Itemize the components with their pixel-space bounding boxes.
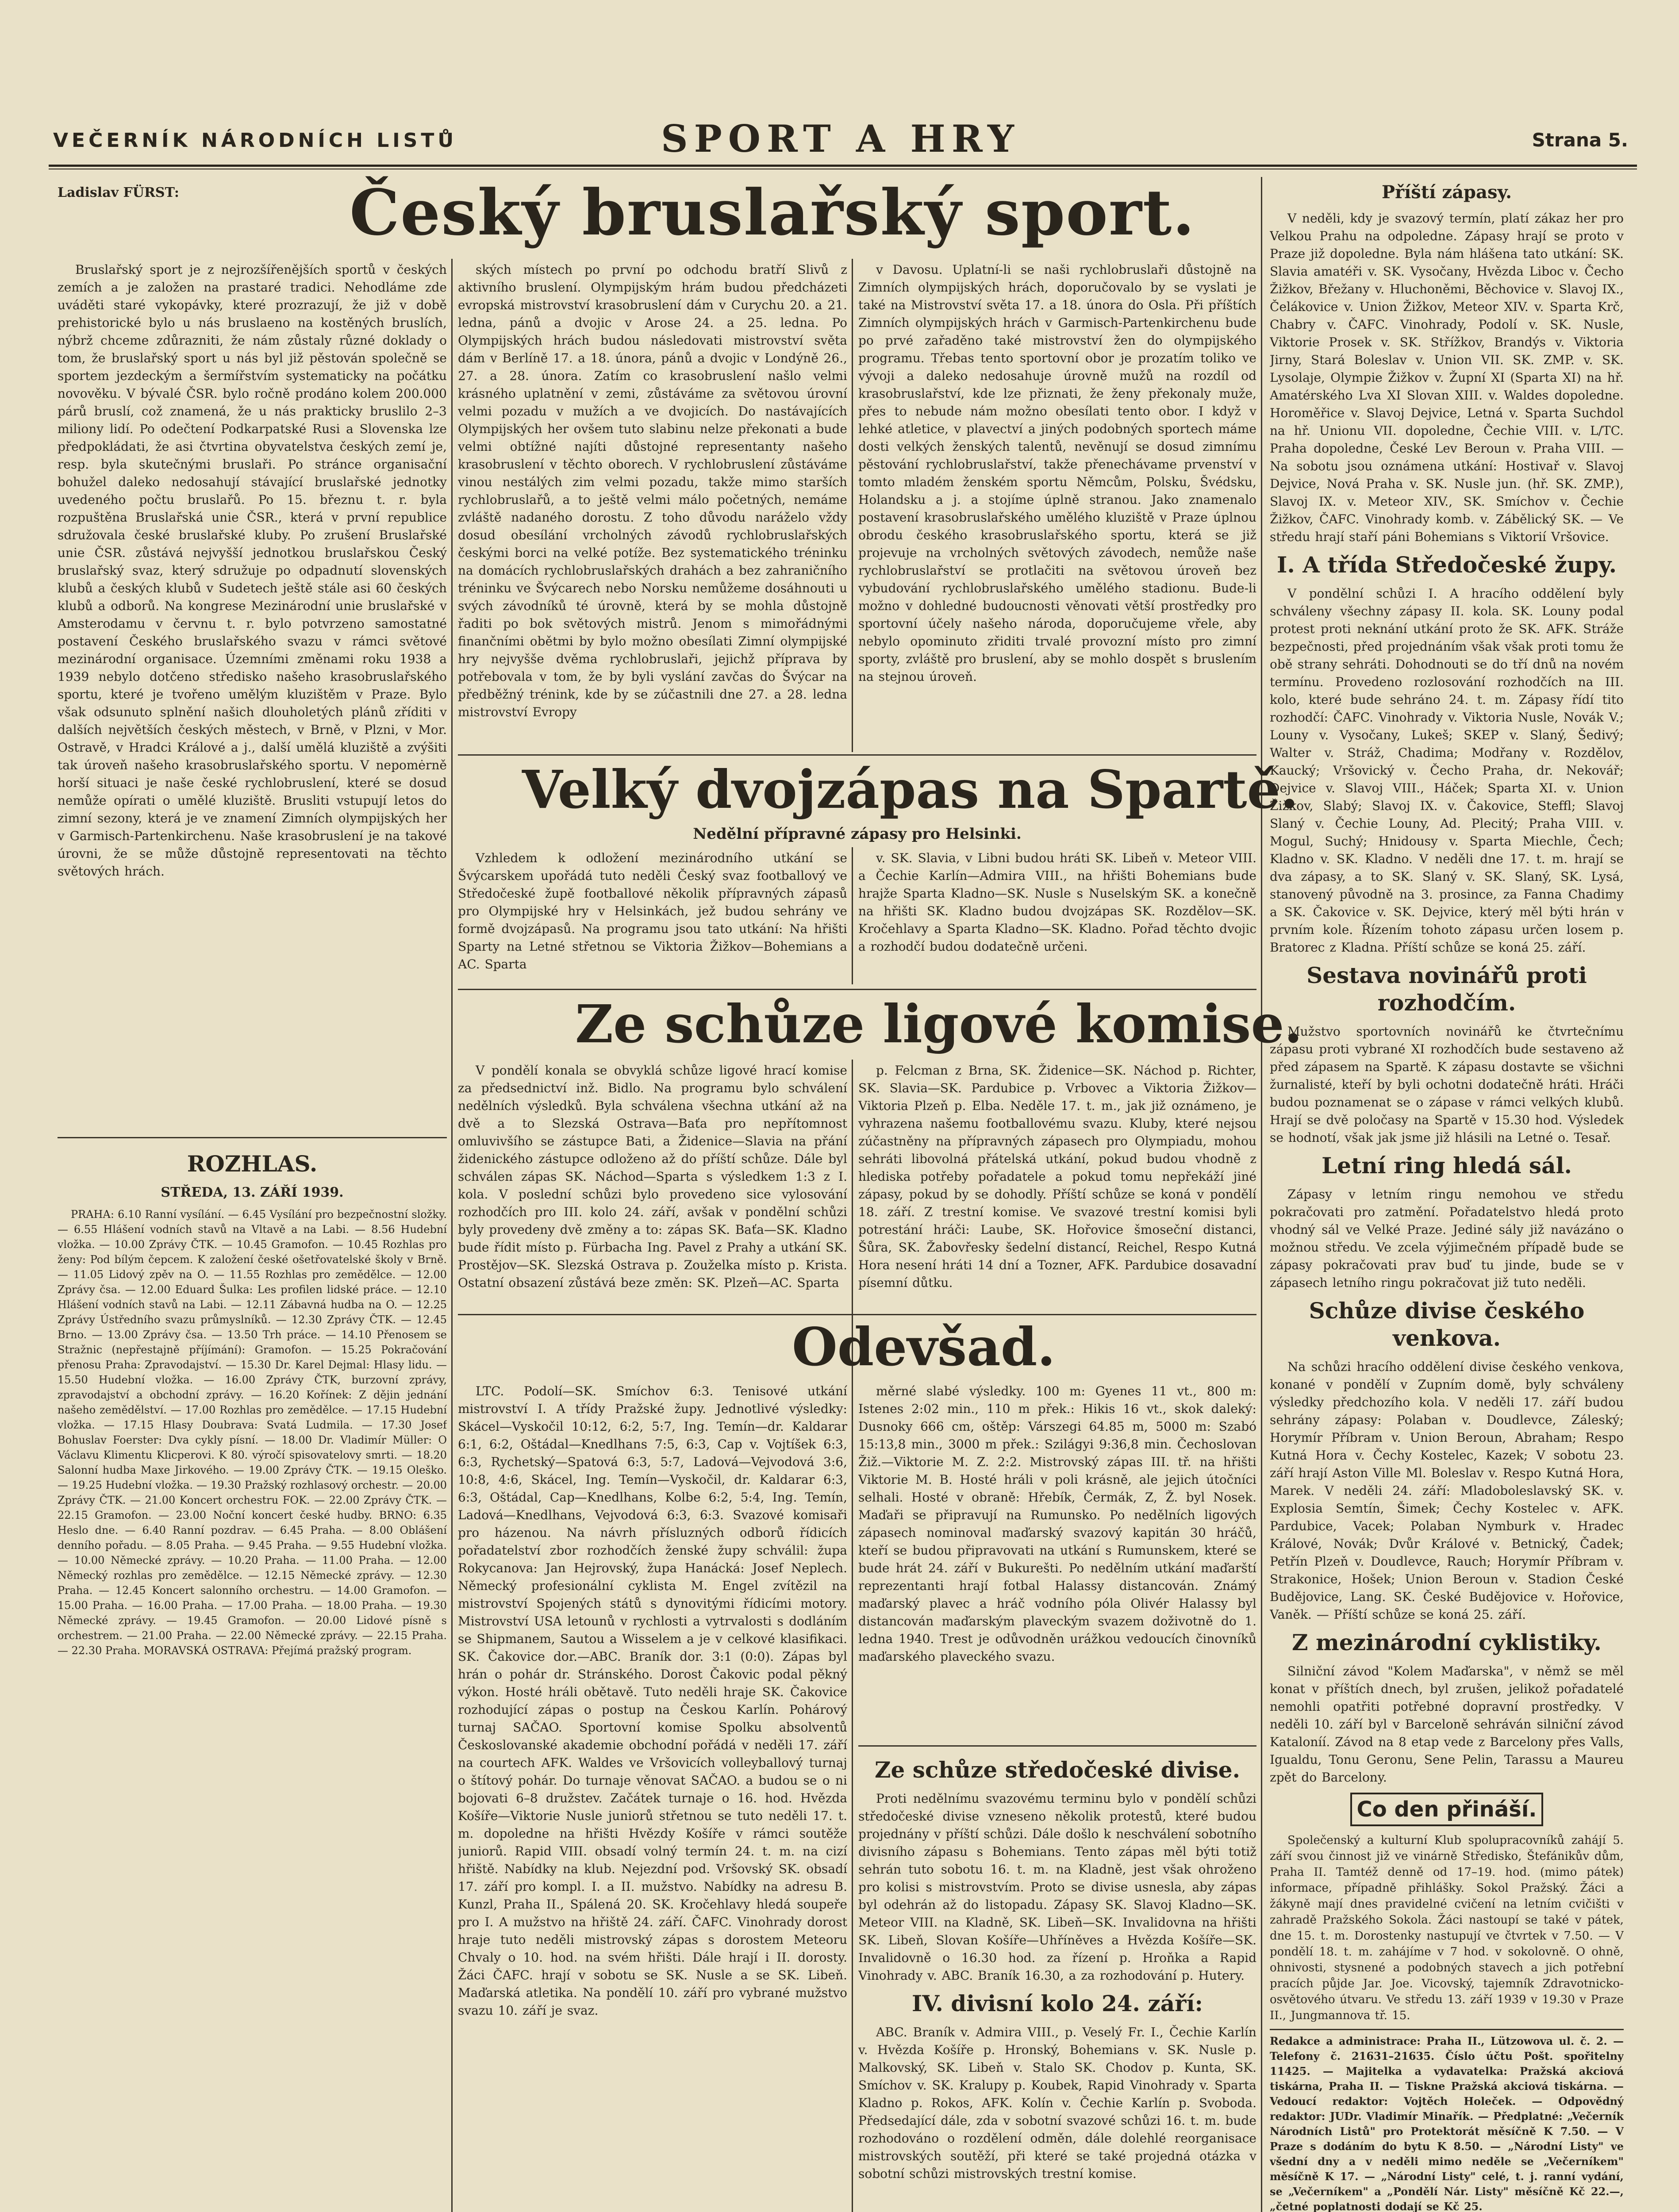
section-rule (458, 1314, 1256, 1315)
article-text: ABC. Braník v. Admira VIII., p. Veselý Fr. I., Čechie Karlín v. Hvězda Košíře p. Hronský, Bohemians v. SK. Nusle p. Malkovský, SK. Libeň v. Stalo SK. Chodov p. Kunta, SK. Smíchov v. SK. Kralupy p. Koubek, Rapid Vinohrady v. Sparta Kladno p. Rokos, AFK. Kolín v. Čechie Karlín p. Svoboda. Předsedající dále, zda v sobotní svazové schůzi 16. t. m. bude rozhodováno o rozdělení odměn, dále dolehlé reorganisace mistrovských soutěží, při které se také projedná otázka v sobotní schůzi mistrovských trestní komise. (858, 2025, 1256, 2181)
right-column (1270, 177, 1624, 2212)
article-text: p. Felcman z Brna, SK. Židenice—SK. Náchod p. Richter, SK. Slavia—SK. Pardubice p. Vrbovec a Viktoria Žižkov—Viktoria Plzeň p. Elba. Neděle 17. t. m., jak již oznámeno, je vyhrazena našemu footballovému svazu. Kluby, které nejsou zúčastněny na přípravných zápasech pro Olympiadu, mohou sehráti libovolná přátelská utkání, pokud budou vhodně z hlediska potřeby pořadatele a pokud tomu nepřekáží jiné zápasy, pokud by se dohodly. Příští schůze se koná v pondělí 18. září. Z trestní komise. Ve svazové trestní komisi byli potrestání hráči: Laube, SK. Hořovice šmoseční distanci, Šůra, SK. Žabovřesky šedelní distancí, Reichel, Respo Kutná Hora nesení hráti 14 dní a Tozner, AFK. Pardubice dosavadní písemní důtku. (858, 1063, 1256, 1290)
cyklistika-body (1270, 1663, 1624, 1786)
rozhlas-title: ROZHLAS. (187, 1151, 318, 1177)
headline-i-a-trida: I. A třída Středočeské župy. (1277, 552, 1617, 578)
article-text: v Davosu. Uplatní-li se naši rychlobruslaři důstojně na Zimních olympijských hrách, doporučovalo by se vyslati je také na Mistrovství světa 17. a 18. února do Osla. Při příštích Zimních olympijských hrách v Garmisch-Partenkirchenu bude po prvé zařaděno také mistrovství žen do olympijského programu. Třebas tento sportovní obor je prozatím toliko ve vývoji a daleko nedosahuje úrovně mužů na rozdíl od krasobruslařství, kde lze přiznati, že ženy překonaly muže, přes to nebude nám možno obesílati tento obor. I když v lehké atletice, v plavectví a jiných podobných sportech máme dosti velkých ženských talentů, nevěnují se dosud zimnímu pěstování rychlobruslařství, takže přenechávame prvenství v tomto mladém ženském sportu Němcům, Polsku, Švédsku, Holandsku a j. a stojíme úplně stranou. Jako znamenalo postavení krasobruslařského umělého kluziště v Praze úplnou obrodu českého krasobruslařského sportu, která se již projevuje na vrcholných světových závodech, nemůže naše rychlobruslařství se protlačiti na světovou úroveň bez vybudování rychlobruslařského umělého stadionu. Bude-li možno v dohledné budoucnosti věnovati větší prostředky pro sportovní účely našeho národa, doporučujeme vřele, aby nebylo opominuto zřiditi trvalé provozní místo pro zimní sporty, zvláště pro bruslení, aby se mohlo dospět s bruslením na stejnou úroveň. (858, 262, 1256, 684)
i-a-trida-body (1270, 585, 1624, 956)
headline-sparta: Velký dvojzápas na Spartě. (522, 759, 1299, 820)
headline-letni: Letní ring hledá sál. (1322, 1152, 1572, 1179)
odevsad-column-1 (458, 1382, 847, 2212)
co-den-body (1270, 1832, 1624, 2024)
column-divider (1261, 177, 1262, 2212)
section-rule (858, 1745, 1256, 1747)
article-text: Bruslařský sport je z nejrozšířenějších sportů v českých zemích a je založen na prastaré tradici. Nehodláme zde uváděti staré vykopávky, které prozrazují, že již v době prehistorické bylo u nás bruslaeno na kostěných bruslích, nýbrž chceme zdůrazniti, že nám zůstaly různé doklady o tom, že bruslařský sport u nás byl již pěstován společně se sportem jezdeckým a šermířstvím systematicky na počátku novověku. V bývalé ČSR. bylo ročně prodáno kolem 200.000 párů bruslí, což znamená, že u nás prakticky bruslilo 2–3 miliony lidí. Po odečtení Podkarpatské Rusi a Slovenska lze předpokládati, že asi čtvrtina obyvatelstva českých zemí je, resp. byla skutečnými bruslaři. Po stránce organisační bohužel daleko nedosahují stávající bruslařské jednotky uvedeného počtu bruslařů. Po 15. březnu t. r. byla rozpuštěna Bruslařská unie ČSR., která v první republice sdružovala české bruslařské kluby. Po zrušení Bruslařské unie ČSR. zůstává nejvyšší jednotkou bruslařskou Český bruslařský svaz, který sdružuje po odpadnutí slovenských klubů a českých klubů v Sudetech ještě stále asi 60 českých klubů a odborů. Na kongrese Mezinárodní unie bruslařské v Amsterodamu v červnu t. r. bylo potvrzeno samostatné postavení Českého bruslařského svazu v rámci světové mezinárodní organisace. Územními změnami roku 1938 a 1939 nebylo dotčeno středisko našeho krasobruslařského sportu, které je tvořeno umělým kluzištěm v Praze. Bylo však odsunuto splnění našich dlouholetých plánů zříditi v dalších největších českých městech, v Brně, v Plzni, v Mor. Ostravě, v Hradci Králové a j., další umělá kluziště a zvýšiti tak úroveň našeho krasobruslařského sportu. V nepomėrně horší situaci je naše české rychlobruslení, které se dosud nemůže opírati o umělé kluziště. Brusliti vstupují letos do zimní sezony, která je ve znamení Zimních olympijských her v Garmisch-Partenkirchenu. Naše krasobruslení je na takové úrovni, že se může důstojně representovati na těchto světových hrách. (58, 262, 447, 879)
article-author: Ladislav FÜRST: (58, 185, 179, 200)
article-text: Společenský a kulturní Klub spolupracovníků zahájí 5. září svou činnost již ve vinárně Středisko, Štefánikův dům, Praha II. Tamtéž denně od 17–19. hod. (mimo pátek) informace, případně přihlášky. Sokol Pražský. Žáci a žákyně mají dnes pravidelné cvičení na letním cvičišti v zahradě Pražského Sokola. Žáci nastoupí se také v pátek, dne 15. t. m. Dorostenky nastupují ve čtvrtek v 7.50. — V pondělí 18. t. m. zahájíme v 7 hod. v sokolovně. O ohně, ohnivosti, stysnené a podobných stavech a jich potřební pracích půjde Jar. Joe. Vicovský, tajemník Zdravotnicko-osvětového útvaru. Ve středu 13. září 1939 v 19.30 v Praze II., Jungmannova tř. 15. (1270, 1834, 1624, 2022)
section-title: SPORT A HRY (661, 117, 1021, 161)
article-text: Proti nedělnímu svazovému terminu bylo v pondělí schůzi středočeské divise vzneseno několik protestů, které budou projednány v příští schůzi. Dále došlo k neschválení sobotního divisního zápasu s Bohemians. Tento zápas měl býti totiž sehrán tuto sobotu 16. t. m. na Kladně, jest však ohroženo pro kolisi s mistrovstvím. Proto se divise usnesla, aby zápas byl odehrán až do listopadu. Zápasy SK. Slavoj Kladno—SK. Meteor VIII. na Kladně, SK. Libeň—SK. Invalidovna na hřišti SK. Libeň, Slovan Košíře—Uhříněves a Hvězda Košíře—SK. Invalidovně o 16.30 hod. za řízení p. Hroňka a Rapid Vinohrady v. ABC. Braník 16.30, a za rozhodování p. Hutery. (858, 1791, 1256, 1983)
article-text: V pondělí konala se obvyklá schůze ligové hrací komise za předsednictví inž. Bidlo. Na programu bylo schválení nedělních výsledků. Byla schválena všechna utkání až na dvě a to Slezská Ostrava—Baťa pro nepřítomnost omluvivšího se zástupce Bati, a Židenice—Slavia na přání židenického zástupce odloženo až do příští schůze. Dále byl schválen zápas SK. Náchod—Sparta s výsledkem 1:3 z I. kola. V poslední schůzi bylo provedeno sice vylosování rozhodčích pro III. kolo 24. září, avšak v pondělní schůzi byly provedeny dvě změny a to: zápas SK. Baťa—SK. Kladno bude řídit místo p. Fürbacha Ing. Pavel z Prahy a utkání SK. Prostějov—SK. Slezská Ostrava p. Zouželka místo p. Krista. Ostatní obsazení zůstává beze změn: SK. Plzeň—AC. Sparta (458, 1063, 847, 1290)
letni-body (1270, 1186, 1624, 1292)
radio-program-text: PRAHA: 6.10 Ranní vysílání. — 6.45 Vysílání pro bezpečnostní složky. — 6.55 Hlášení vodních stavů na Vltavě a na Labi. — 8.56 Hudební vložka. — 10.00 Zprávy ČTK. — 10.45 Gramofon. — 10.45 Rozhlas pro ženy: Pod bílým čepcem. K založení české ošetřovatelské školy v Brně. — 11.05 Lidový zpěv na O. — 11.55 Rozhlas pro zemědělce. — 12.00 Zprávy čsa. — 12.00 Eduard Šulka: Les profilen lidské práce. — 12.10 Hlášení vodních stavů na Labi. — 12.11 Zábavná hudba na O. — 12.25 Zprávy Ústředního svazu průmyslníků. — 12.30 Zprávy ČTK. — 12.45 Brno. — 13.00 Zprávy čsa. — 13.50 Trh práce. — 14.10 Přenosem se Stražnic (nepřestajně příjímání): Gramofon. — 15.25 Pokračování přenosu Praha: Zpravodajství. — 15.30 Dr. Karel Dejmal: Hlasy lidu. — 15.50 Hudební vložka. — 16.00 Zprávy ČTK, burzovní zprávy, zpravodajství a obchodní zprávy. — 16.20 Kořínek: Z dějin jednání našeho zemědělství. — 17.00 Rozhlas pro zemědělce. — 17.15 Hudební vložka. — 17.15 Hlasy Doubrava: Svatá Ludmila. — 17.30 Josef Bohuslav Foerster: Dva cykly písní. — 18.00 Dr. Vladimír Müller: O Václavu Klimentu Klicperovi. K 80. výročí spisovatelovy smrti. — 18.20 Salonní hudba Maxe Jirkového. — 19.00 Zprávy ČTK. — 19.15 Oleško. — 19.25 Hudební vložka. — 19.30 Pražský rozhlasový orchestr. — 20.00 Zprávy ČTK. — 21.00 Koncert orchestru FOK. — 22.00 Zprávy ČTK. — 22.15 Gramofon. — 23.00 Noční koncert české hudby. BRNO: 6.35 Heslo dne. — 6.40 Ranní pozdrav. — 6.45 Praha. — 8.00 Oblášení denního pořadu. — 8.05 Praha. — 9.45 Praha. — 9.55 Hudební vložka. — 10.00 Německé zprávy. — 10.20 Praha. — 11.00 Praha. — 12.00 Německý rozhlas pro zemědělce. — 12.15 Německé zprávy. — 12.30 Praha. — 12.45 Koncert salonního orchestru. — 14.00 Gramofon. — 15.00 Praha. — 16.00 Praha. — 17.00 Praha. — 18.00 Praha. — 19.30 Německé zprávy. — 19.45 Gramofon. — 20.00 Lidové písně s orchestrem. — 21.00 Praha. — 22.00 Německé zprávy. — 22.15 Praha. — 22.30 Praha. MORAVSKÁ OSTRAVA: Přejímá pražský program. (58, 1208, 447, 1657)
stredoceske-body (858, 1790, 1256, 1985)
bruslarsky-column-2 (458, 261, 847, 748)
sestava-body (1270, 1023, 1624, 1147)
sparta-column-1 (458, 849, 847, 982)
article-text: v. SK. Slavia, v Libni budou hráti SK. Libeň v. Meteor VIII. a Čechie Karlín—Admira VIII., na hřišti Bohemians bude hrajže Sparta Kladno—SK. Nusle s Nuselským SK. a konečně na hřišti SK. Kladno budou dvojzápas SK. Rozdělov—SK. Kročehlavy a Sparta Kladno—SK. Kladno. Pořad těchto dvojic a rozhodčí budou dodatečně určeni. (858, 851, 1256, 954)
ligova-column-1 (458, 1062, 847, 1310)
page-number: Strana 5. (1532, 129, 1628, 151)
article-text: ských místech po první po odchodu bratří Slivů z aktivního bruslení. Olympijským hrám budou předcházeti evropská mistrovství krasobruslení dám v Curychu 20. a 21. ledna, pánů a dvojic v Arose 24. a 25. ledna. Po Olympijských hrách budou následovati mistrovství světa dám v Berlíně 17. a 18. února, pánů a dvojic v Londýně 26., 27. a 28. února. Zatím co krasobruslení našlo velmi krásného uplatnění v zemi, zůstáváme za světovou úrovní velmi pozadu v mužích a ve dvojicích. Do nastávajících Olympijských her ovšem tuto slabinu nelze překonati a bude velmi obtížné najíti důstojné representanty našeho krasobruslení v těchto oborech. V rychlobruslení zůstáváme vinou nestálých zim velmi pozadu, takže mimo starších rychlobruslařů, a to ještě velmi málo početných, nemáme zvláště nadaného dorostu. Z toho důvodu naráželo vždy dosud obesílání vrcholných závodů rychlobruslařských českými borci na velké potíže. Bez systematického tréninku na domácích rychlobruslařských drahách a bez zahraničního tréninku ve Švýcarech nebo Norsku nemůžeme dosáhnouti u svých závodníků té úrovně, která by se mohla důstojně řaditi po bok světových mistrů. Jenom s mimořádnými finančními obětmi by bylo možno obesílati Zimní olympijské hry nejvyšše dvěma rychlobruslaři, jejichž příprava by potřebovala v tom, že by byli vyslání zavčas do Švýcar na předběžný trénink, kde by se zúčastnili dne 27. a 28. ledna mistrovství Evropy (458, 262, 847, 719)
rozhlas-date: STŘEDA, 13. ZÁŘÍ 1939. (161, 1185, 344, 1200)
headline-ligova: Ze schůze ligové komise. (575, 993, 1302, 1055)
top-rule (49, 165, 1637, 167)
column-divider (852, 847, 853, 984)
headline-bruslarsky: Český bruslařský sport. (350, 176, 1195, 250)
pristi-body (1270, 210, 1624, 546)
subheadline-sparta: Nedělní přípravné zápasy pro Helsinki. (693, 825, 1022, 843)
headline-co-den: Co den přináší. (1350, 1793, 1543, 1826)
bruslarsky-column-3 (858, 261, 1256, 748)
article-text: Na schůzi hracího oddělení divise českého venkova, konané v pondělí v Zupním domě, byly schváleny výsledky předchozího kola. V neděli 17. září budou sehrány zápasy: Polaban v. Doudlevce, Záleský; Horymír Příbram v. Union Beroun, Abraham; Respo Kutná Hora v. Čechy Kostelec, Kazek; V sobotu 23. září hrají Aston Ville Ml. Boleslav v. Respo Kutná Hora, Marek. V neděli 24. září: Mladoboleslavský SK. v. Explosia Semtín, Šimek; Čechy Kostelec v. AFK. Pardubice, Vacek; Polaban Nymburk v. Hradec Králové, Novák; Dvůr Králové v. Betnický, Čadek; Petřín Plzeň v. Doudlevce, Rauch; Horymír Příbram v. Strakonice, Hošek; Union Beroun v. Stadion České Budějovice, Lang. SK. České Budějovice v. Hořovice, Vaněk. — Příští schůze se koná 25. září. (1270, 1359, 1624, 1622)
masthead-left: VEČERNÍK NÁRODNÍCH LISTŮ (53, 129, 457, 152)
impressum-text: Redakce a administrace: Praha II., Lützowova ul. č. 2. — Telefony č. 21631–21635. Číslo účtu Pošt. spořitelny 11425. — Majitelka a vydavatelka: Pražská akciová tiskárna, Praha II. — Tiskne Pražská akciová tiskárna. — Vedoucí redaktor: Vojtěch Holeček. — Odpovědný redaktor: JUDr. Vladimír Minařík. — Předplatné: „Večerník Národních Listů" pro Protektorát měsíčně K 7.50. — V Praze s dodáním do bytu K 8.50. — „Národní Listy" ve všední dny a v neděli mimo neděle se „Večerníkem" měsíčně K 17. — „Národní Listy" celé, t. j. ranní vydání, se „Večerníkem" a „Pondělí Nár. Listy" měsíčně Kč 22.—, „četné poplatnosti dodají se Kč 25. (1270, 2035, 1624, 2212)
iv-divise-body (858, 2024, 1256, 2183)
article-text: V neděli, kdy je svazový termín, platí zákaz her pro Velkou Prahu na odpoledne. Zápasy hrají se proto v Praze již dopoledne. Byla nám hlášena tato utkání: SK. Slavia amatéři v. SK. Vysočany, Hvězda Liboc v. Čecho Žižkov, Břežany v. Hluchoněmi, Běchovice v. Slavoj IX., Čelákovice v. Union Žižkov, Meteor XIV. v. Sparta Krč, Chabry v. ČAFC. Vinohrady, Podolí v. SK. Nusle, Viktorie Prosek v. SK. Střížkov, Brandýs v. Viktoria Jirny, Stará Boleslav v. Union VII. SK. ZMP. v. SK. Lysolaje, Olympie Žižkov v. Župní XI (Sparta XI) na hř. Amatérského Lva XI Slovan XIII. v. Waldes dopoledne. Horoměřice v. Slavoj Dejvice, Letná v. Sparta Suchdol na hř. Unionu VII. dopoledne, Čechie VIII. v. L/TC. Praha dopoledne, České Lev Beroun v. Praha VIII. — Na sobotu jsou oznámena utkání: Hostivař v. Slavoj Dejvice, Nová Praha v. SK. Nusle jun. (hř. SK. ZMP.), Slavoj IX. v. Meteor XIV., SK. Smíchov v. Čechie Žižkov, ČAFC. Vinohrady komb. v. Zábělický SK. — Ve středu hrají staří páni Bohemians s Viktorií Vršovice. (1270, 211, 1624, 544)
headline-odevsad: Odevšad. (792, 1316, 1056, 1378)
masthead (53, 119, 1628, 159)
article-text: Vzhledem k odložení mezinárodního utkání se Švýcarskem upořádá tuto neděli Český svaz footballový ve Středočeské župě footballové několik přípravných zápasů pro Olympijské hry v Helsinkách, jež budou sehrány ve formě dvojzápasů. Na programu jsou tato utkání: Na hřišti Sparty na Letné střetnou se Viktoria Žižkov—Bohemians a AC. Sparta (458, 851, 847, 972)
ligova-column-2 (858, 1062, 1256, 1310)
stredoceske-section (858, 1752, 1256, 2212)
headline-sestava: Sestava novinářů proti rozhodčím. (1306, 962, 1587, 1016)
sparta-column-2 (858, 849, 1256, 982)
section-rule (458, 754, 1256, 756)
headline-pristi: Příští zápasy. (1381, 182, 1512, 203)
venkov-body (1270, 1358, 1624, 1624)
article-text: Silniční závod "Kolem Maďarska", v němž se měl konat v příštích dnech, byl zrušen, jelikož pořadatelé nemohli opatřiti potřebné dopravní prostředky. V neděli 10. září byl v Barceloně sehráván silniční závod Kataloníí. Závod na 8 etap vede z Barcelony přes Valls, Igualdu, Tonu Geronu, Sene Pelin, Tarassu a Maureu zpět do Barcelony. (1270, 1664, 1624, 1785)
section-rule (58, 1137, 447, 1138)
column-divider (451, 259, 453, 2212)
section-rule (458, 989, 1256, 990)
headline-iv-divise: IV. divisní kolo 24. září: (912, 1990, 1203, 2016)
article-text: Zápasy v letním ringu nemohou ve středu pokračovati pro zatmění. Pořadatelstvo hledá proto vhodný sál ve Velké Praze. Jediné sály již navázáno o možnou středu. Ve zcela výjimečném případě bude se zápasy pokračovati prav buď tu jinde, bude se v zápasech letního ringu pokračovat již tuto neděli. (1270, 1187, 1624, 1290)
article-text: měrné slabé výsledky. 100 m: Gyenes 11 vt., 800 m: Istenes 2:02 min., 110 m přek.: Hikis 16 vt., skok daleký: Dusnoky 666 cm, oštěp: Várszegi 64.85 m, 5000 m: Szabó 15:13,8 min., 3000 m přek.: Szilágyi 9:36,8 min. Čechoslovan Žiž.—Viktorie M. Z. 2:2. Mistrovský zápas III. tř. na hřišti Viktorie M. B. Hosté hráli v poli krásně, ale jejich útočníci selhali. Hosté v obraně: Hřebík, Čermák, Z, Ž. byl Nosek. Maďaři se připravují na Rumunsko. Po nedělních ligových zápasech nominoval maďarský svazový kapitán 30 hráčů, kteří se budou připravovati na utkání s Rumunskem, které se bude hrát 24. září v Bukurešti. Po nedělním utkání maďarští reprezentanti hrají fotbal Halassy distancován. Známý maďarský plavec a hráč vodního póla Olivér Halassy byl distancován maďarským plaveckým svazem doživotně do 1. ledna 1940. Trest je odůvodněn urážkou vedoucích činovníků maďarského plaveckého svazu. (858, 1384, 1256, 1664)
article-text: Mužstvo sportovních novinářů ke čtvrtečnímu zápasu proti vybrané XI rozhodčích bude sestaveno až před zápasem na Spartě. K zápasu dostavte se všichni žurnalisté, kteří by byli ochotni dodatečně hráti. Hráči budou poznamenat se o zápase v rámci velkých klubů. Hrají se dvě poločasy na Spartě v 15.30 hod. Výsledek se hodnotí, však jak jsme již hlásili na Letné o. Tesař. (1270, 1024, 1624, 1145)
column-divider (852, 259, 853, 752)
headline-stredoceske: Ze schůze středočeské divise. (875, 1757, 1240, 1783)
column-divider (852, 1060, 853, 2212)
odevsad-column-2 (858, 1382, 1256, 1741)
radio-program (58, 1207, 447, 1658)
rozhlas-section (58, 1146, 447, 2212)
bruslarsky-column-1 (58, 261, 447, 1133)
article-text: LTC. Podolí—SK. Smíchov 6:3. Tenisové utkání mistrovství I. A třídy Pražské župy. Jednotlivé výsledky: Skácel—Vyskočil 10:12, 6:2, 5:7, Ing. Temín—dr. Kaldarar 6:1, 6:2, Oštádal—Knedlhans 7:5, 6:3, Cap v. Vojtíšek 6:3, 6:3, Rychetský—Spatová 6:3, 5:7, Ladová—Vejvodová 3:6, 10:8, 4:6, Skácel, Ing. Temín—Vyskočil, dr. Kaldarar 6:3, 6:3, Oštádal, Cap—Knedlhans, Kolbe 6:2, 5:4, Ing. Temín, Ladová—Knedlhans, Vejvodová 6:3, 6:3. Svazové komisaři pro házenou. Na návrh přísluzných odborů řídicích pořadatelství zbor rozhodčích ženské župy schválil: župa Rokycanova: Jan Hejrovský, župa Hanácká: Josef Neplech. Německý profesionální cyklista M. Engel zvítězil na mistrovství Spojených států s dynovitými řídicími motory. Mistrovství USA letounů v rychlosti a vytrvalosti s dodláním se Shipmanem, Sautou a Wisselem a je v celkové klasifikaci. SK. Čakovice dor.—ABC. Braník dor. 3:1 (0:0). Zápas byl hrán o pohár dr. Stránského. Dorost Čakovic podal pěkný výkon. Hosté hráli obětavě. Tuto neděli hraje SK. Čakovice rozhodující zápas o postup na Českou Karlín. Pohárový turnaj SAČAO. Sportovní komise Spolku absolventů Českoslovanské akademie obchodní pořádá v neděli 17. září na courtech AFK. Waldes ve Vršovicích volleyballový turnaj o štítový pohár. Do turnaje věnovat SAČAO. a budou se o ni bojovati 6–8 družstev. Začátek turnaje o 16. hod. Hvězda Košíře—Viktorie Nusle juniorů střetnou se tuto neděli 17. t. m. dopoledne na hřišti Hvězdy Košíře v rámci soutěže juniorů. Rapid VIII. obsadí volný termín 24. t. m. na cizí hřiště. Nabídky na klub. Nejezdní pod. Vršovský SK. obsadí 17. září pro kompl. I. a II. mužstvo. Nabídky na adresu B. Kunzl, Praha II., Spálená 20. SK. Kročehlavy hledá soupeře pro I. A mužstvo na hřiště 24. září. ČAFC. Vinohrady dorost hraje tuto neděli mistrovský zápas s dorostem Meteoru Chvaly o 10. hod. na svém hřišti. Dále hrají i II. dorosty. Žáci ČAFC. hrají v sobotu se SK. Nusle a se SK. Libeň. Maďarská atletika. Na pondělí 10. září pro vybrané mužstvo svazu 10. září je svaz. (458, 1384, 847, 2018)
headline-venkov: Schůze divise českého venkova. (1309, 1298, 1585, 1351)
article-text: V pondělní schůzi I. A hracího oddělení byly schváleny všechny zápasy II. kola. SK. Louny podal protest proti neknání utkání proto že SK. AFK. Stráže bezpečnosti, před projednáním však však proti tomu že obě strany sehráti. Dohodnouti se do tří dnů na novém termínu. Provedeno rozlosování rozhodčích na III. kolo, které bude sehráno 24. t. m. Zápasy řídí tito rozhodčí: ČAFC. Vinohrady v. Viktoria Nusle, Novák V.; Louny v. Vysočany, Lukeš; SKEP v. Slaný, Šedivý; Walter v. Stráž, Chadima; Modřany v. Rozdělov, Kaucký; Vršovický v. Čecho Praha, dr. Nekovář; Dejvice v. Slavoj VIII., Háček; Sparta XI. v. Union Žižkov, Slabý; Slavoj IX. v. Čakovice, Steffl; Slavoj Slaný v. Čechie Louny, Ad. Plecitý; Praha VIII. v. Mogul, Suchý; Hnidousy v. Sparta Miechle, Čech; Kladno v. SK. Kladno. V neděli dne 17. t. m. hrají se dva zápasy, a to SK. Slaný v. SK. Slaný, SK. Lysá, stanovený původně na 3. prosince, za Fanna Chadimy a SK. Čakovice v. SK. Dejvice, který měl býti hrán v prvním kole. Řízením tohoto zápasu určen losem p. Bratorec z Kladna. Příští schůze se koná 25. září. (1270, 586, 1624, 955)
impressum (1270, 2029, 1624, 2212)
headline-cyklistika: Z mezinárodní cyklistiky. (1292, 1629, 1602, 1655)
